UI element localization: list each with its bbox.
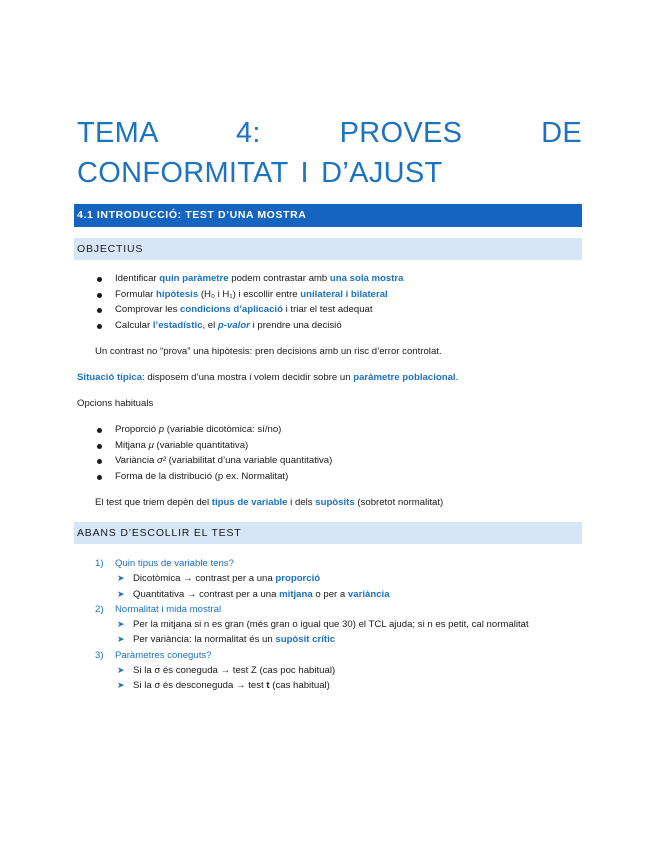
list-item: Variància σ² (variabilitat d’una variable quantitativa) — [95, 453, 332, 469]
test-choice-line: El test que triem depèn del tipus de variable i dels supòsits (sobretot normalitat) — [95, 497, 444, 508]
sub-item: ➤ Si la σ és coneguda → test Z (cas poc habitual) — [95, 663, 529, 678]
arrow-bullet-icon: ➤ — [117, 680, 125, 691]
opcions-list — [95, 422, 332, 484]
list-item: Mitjana μ (variable quantitativa) — [95, 438, 332, 454]
list-item: Formular hipòtesis (H₀ i H₁) i escollir entre unilateral i bilateral — [95, 287, 403, 303]
page-title: TEMA 4: PROVES DE CONFORMITAT I D’AJUST — [77, 117, 582, 189]
sub-item: ➤ Per variància: la normalitat és un supòsit crític — [95, 632, 529, 647]
situacio-tipica: Situació típica: disposem d’una mostra i volem decidir sobre un paràmetre poblacional. — [77, 372, 459, 383]
arrow-bullet-icon: ➤ — [117, 588, 125, 599]
opcions-heading: Opcions habituals — [77, 398, 154, 409]
list-item: Forma de la distribució (p ex. Normalitat) — [95, 469, 332, 485]
sub-item: ➤ Si la σ és desconeguda → test t (cas habitual) — [95, 678, 529, 693]
sub-item: ➤ Quantitativa → contrast per a una mitjana o per a variància — [95, 587, 529, 602]
numbered-item: 1) Quin tipus de variable tens? — [95, 558, 234, 569]
objectius-list — [95, 271, 403, 333]
arrow-bullet-icon: ➤ — [117, 665, 125, 676]
list-item: Proporció p (variable dicotòmica: sí/no) — [95, 422, 332, 438]
list-item: Comprovar les condicions d’aplicació i triar el test adequat — [95, 302, 403, 318]
arrow-bullet-icon: ➤ — [117, 634, 125, 645]
list-item: Calcular l’estadístic, el p-valor i prendre una decisió — [95, 318, 403, 334]
sub-item: ➤ Per la mitjana si n es gran (més gran o igual que 30) el TCL ajuda; si n es petit, cal normalitat — [95, 617, 529, 632]
abans-heading: ABANS D’ESCOLLIR EL TEST — [74, 522, 582, 544]
numbered-item: 3) Paràmetres coneguts? — [95, 649, 212, 661]
abans-list — [95, 556, 529, 694]
section-heading-4-1: 4.1 INTRODUCCIÓ: TEST D’UNA MOSTRA — [74, 204, 582, 227]
numbered-item: 2) Normalitat i mida mostral — [95, 603, 222, 615]
sub-item: ➤ Dicotòmica → contrast per a una proporció — [95, 571, 529, 586]
contrast-note: Un contrast no “prova” una hipòtesis: pren decisions amb un risc d’error controlat. — [95, 346, 442, 357]
list-item: Identificar quin paràmetre podem contrastar amb una sola mostra — [95, 271, 403, 287]
arrow-bullet-icon: ➤ — [117, 619, 125, 630]
objectius-heading: OBJECTIUS — [74, 238, 582, 260]
arrow-bullet-icon: ➤ — [117, 573, 125, 584]
